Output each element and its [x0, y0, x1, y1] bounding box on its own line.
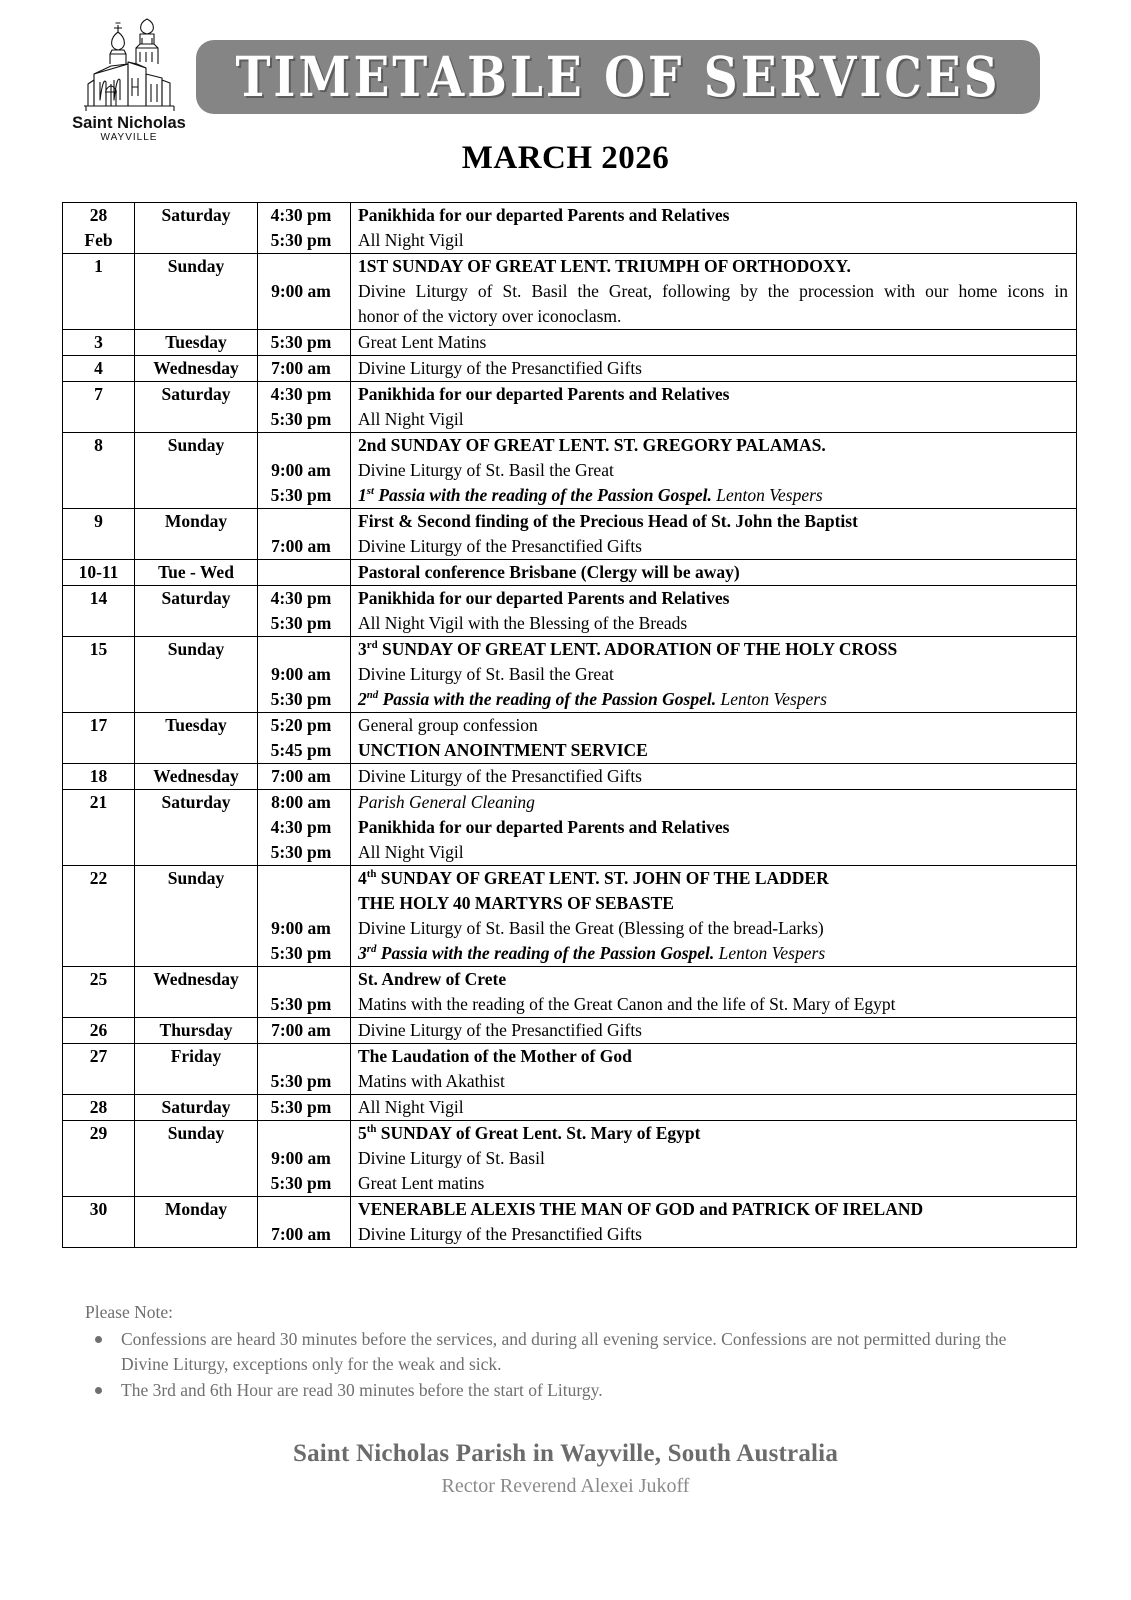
cell-time: [258, 254, 351, 330]
time-line: 8:00 am: [271, 792, 331, 812]
description-line: Divine Liturgy of St. Basil the Great: [358, 460, 614, 480]
time-line: [258, 1197, 350, 1222]
time-line: 4:30 pm: [270, 384, 332, 404]
cell-date: [63, 713, 135, 764]
cell-date: [63, 330, 135, 356]
day-line: [135, 840, 257, 865]
cell-day: [135, 764, 258, 790]
date-line: [63, 534, 134, 559]
table-row: [63, 1044, 1077, 1095]
cell-day: [135, 382, 258, 433]
time-line: 5:30 pm: [270, 613, 332, 633]
cell-date: [63, 254, 135, 330]
description-line: First & Second finding of the Precious Head of St. John the Baptist: [358, 511, 858, 531]
day-line: [135, 1069, 257, 1094]
description-line: 1ST SUNDAY OF GREAT LENT. TRIUMPH OF ORTHODOXY.: [358, 256, 851, 276]
day-line: Sunday: [167, 1123, 225, 1143]
cell-description: [351, 586, 1077, 637]
table-row: [63, 967, 1077, 1018]
date-line: [63, 483, 134, 508]
time-line: [258, 254, 350, 279]
bullet-icon: [95, 1336, 102, 1343]
description-line: Divine Liturgy of St. Basil: [358, 1148, 545, 1168]
table-row: [63, 560, 1077, 586]
day-line: Saturday: [161, 588, 231, 608]
time-line: 5:30 pm: [270, 485, 332, 505]
date-line: 25: [89, 969, 108, 989]
time-line: [258, 866, 350, 891]
cell-time: [258, 1044, 351, 1095]
time-line: [258, 967, 350, 992]
date-line: Feb: [84, 230, 113, 250]
description-line: Great Lent Matins: [358, 332, 487, 352]
table-row: [63, 203, 1077, 254]
cell-description: [351, 1197, 1077, 1248]
cell-date: [63, 1121, 135, 1197]
notes-section: [85, 1300, 1015, 1404]
cell-description: [351, 637, 1077, 713]
cell-day: [135, 637, 258, 713]
description-line: 2nd SUNDAY OF GREAT LENT. ST. GREGORY PALAMAS.: [358, 435, 826, 455]
day-line: [135, 483, 257, 508]
description-line: Divine Liturgy of the Presanctified Gifts: [358, 1224, 642, 1244]
date-line: [63, 840, 134, 865]
date-line: [63, 1069, 134, 1094]
cell-day: [135, 713, 258, 764]
date-line: [63, 611, 134, 636]
time-line: 5:30 pm: [270, 332, 332, 352]
cell-date: [63, 433, 135, 509]
day-line: [135, 815, 257, 840]
cell-time: [258, 1197, 351, 1248]
date-line: 1: [94, 256, 103, 276]
time-line: [258, 1121, 350, 1146]
date-line: 22: [89, 868, 108, 888]
time-line: 5:30 pm: [270, 1071, 332, 1091]
cell-description: [351, 382, 1077, 433]
cell-description: [351, 254, 1077, 330]
day-line: Sunday: [167, 256, 225, 276]
table-row: [63, 790, 1077, 866]
day-line: [135, 992, 257, 1017]
description-line: Matins with the reading of the Great Canon and the life of St. Mary of Egypt: [358, 994, 896, 1014]
note-text: The 3rd and 6th Hour are read 30 minutes before the start of Liturgy.: [121, 1380, 603, 1400]
date-line: 26: [89, 1020, 108, 1040]
cell-description: [351, 433, 1077, 509]
cell-description: [351, 560, 1077, 586]
day-line: Tuesday: [165, 332, 227, 352]
date-line: 30: [89, 1199, 108, 1219]
time-line: 7:00 am: [271, 1224, 331, 1244]
cell-day: [135, 203, 258, 254]
day-line: Monday: [164, 511, 228, 531]
day-line: [135, 534, 257, 559]
date-line: 28: [89, 1097, 108, 1117]
date-line: 14: [89, 588, 108, 608]
cell-time: [258, 866, 351, 967]
schedule-table-wrap: [62, 202, 1072, 1248]
day-line: Sunday: [167, 868, 225, 888]
description-line: The Laudation of the Mother of God: [358, 1046, 632, 1066]
table-row: [63, 433, 1077, 509]
cell-date: [63, 560, 135, 586]
cell-day: [135, 967, 258, 1018]
date-line: [63, 279, 134, 304]
table-row: [63, 1197, 1077, 1248]
day-line: [135, 304, 257, 329]
month-title: MARCH 2026: [461, 140, 670, 176]
cell-day: [135, 586, 258, 637]
day-line: [135, 1171, 257, 1196]
day-line: Wednesday: [153, 358, 239, 378]
time-line: 5:20 pm: [270, 715, 332, 735]
time-line: 9:00 am: [271, 1148, 331, 1168]
cell-day: [135, 356, 258, 382]
time-line: [258, 433, 350, 458]
cell-description: [351, 866, 1077, 967]
date-line: [63, 891, 134, 916]
cell-day: [135, 1121, 258, 1197]
bullet-icon: [95, 1387, 102, 1394]
date-line: 21: [89, 792, 108, 812]
cell-date: [63, 356, 135, 382]
day-line: [135, 687, 257, 712]
day-line: [135, 407, 257, 432]
description-line: Divine Liturgy of the Presanctified Gifts: [358, 358, 642, 378]
time-line: 5:30 pm: [270, 943, 332, 963]
description-line: 5th SUNDAY of Great Lent. St. Mary of Egypt: [358, 1123, 701, 1143]
day-line: Wednesday: [153, 766, 239, 786]
cell-description: [351, 790, 1077, 866]
cell-day: [135, 790, 258, 866]
description-line: Parish General Cleaning: [358, 792, 535, 812]
date-line: [63, 738, 134, 763]
table-row: [63, 1121, 1077, 1197]
description-line: Divine Liturgy of the Presanctified Gifts: [358, 536, 642, 556]
day-line: Wednesday: [153, 969, 239, 989]
cell-day: [135, 509, 258, 560]
description-line: Divine Liturgy of the Presanctified Gifts: [358, 1020, 642, 1040]
description-line: Panikhida for our departed Parents and Relatives: [358, 588, 730, 608]
cell-time: [258, 637, 351, 713]
time-line: 7:00 am: [271, 536, 331, 556]
table-row: [63, 1095, 1077, 1121]
description-line: Panikhida for our departed Parents and Relatives: [358, 384, 730, 404]
description-line: 1st Passia with the reading of the Passion Gospel. Lenton Vespers: [358, 485, 823, 505]
table-row: [63, 866, 1077, 967]
description-line: THE HOLY 40 MARTYRS OF SEBASTE: [358, 893, 674, 913]
cell-date: [63, 790, 135, 866]
cell-date: [63, 1197, 135, 1248]
date-line: 7: [94, 384, 103, 404]
cell-time: [258, 356, 351, 382]
description-line: 3rd SUNDAY OF GREAT LENT. ADORATION OF THE HOLY CROSS: [358, 639, 898, 659]
cell-day: [135, 433, 258, 509]
day-line: [135, 738, 257, 763]
date-line: 29: [89, 1123, 108, 1143]
date-line: [63, 662, 134, 687]
time-line: 9:00 am: [271, 281, 331, 301]
description-line: Divine Liturgy of the Presanctified Gifts: [358, 766, 642, 786]
day-line: Saturday: [161, 384, 231, 404]
notes-list: [85, 1327, 1015, 1403]
cell-time: [258, 560, 351, 586]
date-line: 18: [89, 766, 108, 786]
description-line: St. Andrew of Crete: [358, 969, 507, 989]
table-row: [63, 764, 1077, 790]
title-banner: [196, 40, 1040, 114]
description-line: honor of the victory over iconoclasm.: [358, 306, 622, 326]
time-line: 5:30 pm: [270, 230, 332, 250]
cell-description: [351, 509, 1077, 560]
svg-text:WAYVILLE: WAYVILLE: [100, 132, 158, 143]
cell-description: [351, 1095, 1077, 1121]
cell-date: [63, 764, 135, 790]
cell-day: [135, 330, 258, 356]
page-footer: [0, 1440, 1131, 1498]
day-line: [135, 279, 257, 304]
day-line: [135, 228, 257, 253]
time-line: [258, 304, 350, 329]
description-line: 4th SUNDAY OF GREAT LENT. ST. JOHN OF THE LADDER: [358, 868, 829, 888]
cell-time: [258, 330, 351, 356]
note-item: [85, 1327, 1015, 1377]
cell-date: [63, 1095, 135, 1121]
cell-day: [135, 560, 258, 586]
time-line: 7:00 am: [271, 1020, 331, 1040]
day-line: [135, 1146, 257, 1171]
cell-description: [351, 1018, 1077, 1044]
time-line: 5:30 pm: [270, 1097, 332, 1117]
cell-time: [258, 586, 351, 637]
date-line: [63, 992, 134, 1017]
date-line: 15: [89, 639, 108, 659]
description-line: All Night Vigil: [358, 842, 464, 862]
day-line: [135, 891, 257, 916]
cell-time: [258, 1018, 351, 1044]
cell-time: [258, 967, 351, 1018]
cell-time: [258, 382, 351, 433]
cell-date: [63, 586, 135, 637]
parish-logo: [70, 18, 188, 144]
cell-day: [135, 1197, 258, 1248]
description-line: General group confession: [358, 715, 538, 735]
description-line: VENERABLE ALEXIS THE MAN OF GOD and PATRICK OF IRELAND: [358, 1199, 924, 1219]
banner-title: TIMETABLE OF SERVICES: [235, 44, 1001, 110]
day-line: [135, 916, 257, 941]
description-line: 2nd Passia with the reading of the Passion Gospel. Lenton Vespers: [358, 689, 827, 709]
rector-name: Rector Reverend Alexei Jukoff: [441, 1475, 690, 1497]
cell-time: [258, 790, 351, 866]
day-line: Sunday: [167, 639, 225, 659]
time-line: 9:00 am: [271, 918, 331, 938]
description-line: Matins with Akathist: [358, 1071, 505, 1091]
cell-time: [258, 713, 351, 764]
cell-description: [351, 203, 1077, 254]
cell-day: [135, 1095, 258, 1121]
cell-description: [351, 1044, 1077, 1095]
date-line: 3: [94, 332, 103, 352]
table-row: [63, 586, 1077, 637]
time-line: 5:30 pm: [270, 842, 332, 862]
description-line: UNCTION ANOINTMENT SERVICE: [358, 740, 648, 760]
date-line: [63, 1146, 134, 1171]
day-line: Tuesday: [165, 715, 227, 735]
time-line: 4:30 pm: [270, 588, 332, 608]
table-row: [63, 637, 1077, 713]
cell-time: [258, 764, 351, 790]
time-line: [258, 1044, 350, 1069]
schedule-table: [62, 202, 1077, 1248]
day-line: Saturday: [161, 1097, 231, 1117]
time-line: 9:00 am: [271, 460, 331, 480]
description-line: Panikhida for our departed Parents and Relatives: [358, 817, 730, 837]
description-line: Divine Liturgy of St. Basil the Great: [358, 664, 614, 684]
day-line: [135, 1222, 257, 1247]
time-line: 7:00 am: [271, 766, 331, 786]
table-row: [63, 713, 1077, 764]
date-line: [63, 916, 134, 941]
description-line: Great Lent matins: [358, 1173, 485, 1193]
note-text: Confessions are heard 30 minutes before the services, and during all evening service. Confessions are not permitted during the Divine Liturgy, exceptions only for the weak and sick.: [121, 1329, 1007, 1374]
time-line: 5:30 pm: [270, 994, 332, 1014]
description-line: All Night Vigil: [358, 409, 464, 429]
time-line: 5:45 pm: [270, 740, 332, 760]
description-line: Pastoral conference Brisbane (Clergy will be away): [358, 562, 740, 582]
cell-date: [63, 509, 135, 560]
day-line: [135, 458, 257, 483]
description-line: Divine Liturgy of St. Basil the Great, following by the procession with our home icons in: [358, 281, 1068, 301]
cell-time: [258, 509, 351, 560]
date-line: 9: [94, 511, 103, 531]
time-line: [258, 637, 350, 662]
date-line: [63, 687, 134, 712]
cell-date: [63, 203, 135, 254]
cell-day: [135, 1044, 258, 1095]
notes-title: Please Note:: [85, 1302, 173, 1322]
table-row: [63, 356, 1077, 382]
time-line: 4:30 pm: [270, 817, 332, 837]
day-line: [135, 662, 257, 687]
day-line: [135, 611, 257, 636]
cell-time: [258, 433, 351, 509]
day-line: [135, 941, 257, 966]
date-line: [63, 1222, 134, 1247]
time-line: [258, 560, 350, 585]
table-row: [63, 1018, 1077, 1044]
svg-text:Saint Nicholas: Saint Nicholas: [72, 114, 186, 132]
time-line: 5:30 pm: [270, 689, 332, 709]
table-row: [63, 509, 1077, 560]
date-line: [63, 304, 134, 329]
cell-date: [63, 382, 135, 433]
cell-day: [135, 866, 258, 967]
day-line: Saturday: [161, 205, 231, 225]
day-line: Thursday: [159, 1020, 233, 1040]
date-line: [63, 458, 134, 483]
cell-description: [351, 1121, 1077, 1197]
time-line: [258, 509, 350, 534]
church-drawing-icon: [70, 18, 188, 144]
cell-date: [63, 1044, 135, 1095]
date-line: [63, 815, 134, 840]
time-line: 5:30 pm: [270, 409, 332, 429]
day-line: Tue - Wed: [158, 562, 234, 582]
cell-description: [351, 713, 1077, 764]
table-row: [63, 254, 1077, 330]
description-line: All Night Vigil: [358, 1097, 464, 1117]
cell-date: [63, 967, 135, 1018]
day-line: Friday: [170, 1046, 222, 1066]
date-line: 27: [89, 1046, 108, 1066]
date-line: [63, 1171, 134, 1196]
time-line: 7:00 am: [271, 358, 331, 378]
description-line: 3rd Passia with the reading of the Passion Gospel. Lenton Vespers: [358, 943, 826, 963]
day-line: Sunday: [167, 435, 225, 455]
cell-time: [258, 203, 351, 254]
time-line: [258, 891, 350, 916]
cell-description: [351, 764, 1077, 790]
cell-description: [351, 330, 1077, 356]
day-line: Monday: [164, 1199, 228, 1219]
time-line: 5:30 pm: [270, 1173, 332, 1193]
date-line: [63, 407, 134, 432]
cell-time: [258, 1095, 351, 1121]
cell-date: [63, 866, 135, 967]
time-line: 4:30 pm: [270, 205, 332, 225]
day-line: Saturday: [161, 792, 231, 812]
date-line: 28: [89, 205, 108, 225]
cell-time: [258, 1121, 351, 1197]
date-line: [63, 941, 134, 966]
page-header: [0, 0, 1131, 148]
cell-date: [63, 637, 135, 713]
date-line: 17: [89, 715, 108, 735]
date-line: 4: [94, 358, 103, 378]
description-line: Panikhida for our departed Parents and Relatives: [358, 205, 730, 225]
cell-date: [63, 1018, 135, 1044]
cell-description: [351, 356, 1077, 382]
description-line: Divine Liturgy of St. Basil the Great (Blessing of the bread-Larks): [358, 918, 824, 938]
table-row: [63, 382, 1077, 433]
description-line: All Night Vigil: [358, 230, 464, 250]
cell-day: [135, 254, 258, 330]
date-line: 10-11: [78, 562, 119, 582]
parish-name: Saint Nicholas Parish in Wayville, South Australia: [292, 1440, 839, 1467]
date-line: 8: [94, 435, 103, 455]
description-line: All Night Vigil with the Blessing of the Breads: [358, 613, 688, 633]
cell-day: [135, 1018, 258, 1044]
cell-description: [351, 967, 1077, 1018]
table-row: [63, 330, 1077, 356]
note-item: [85, 1378, 1015, 1403]
time-line: 9:00 am: [271, 664, 331, 684]
